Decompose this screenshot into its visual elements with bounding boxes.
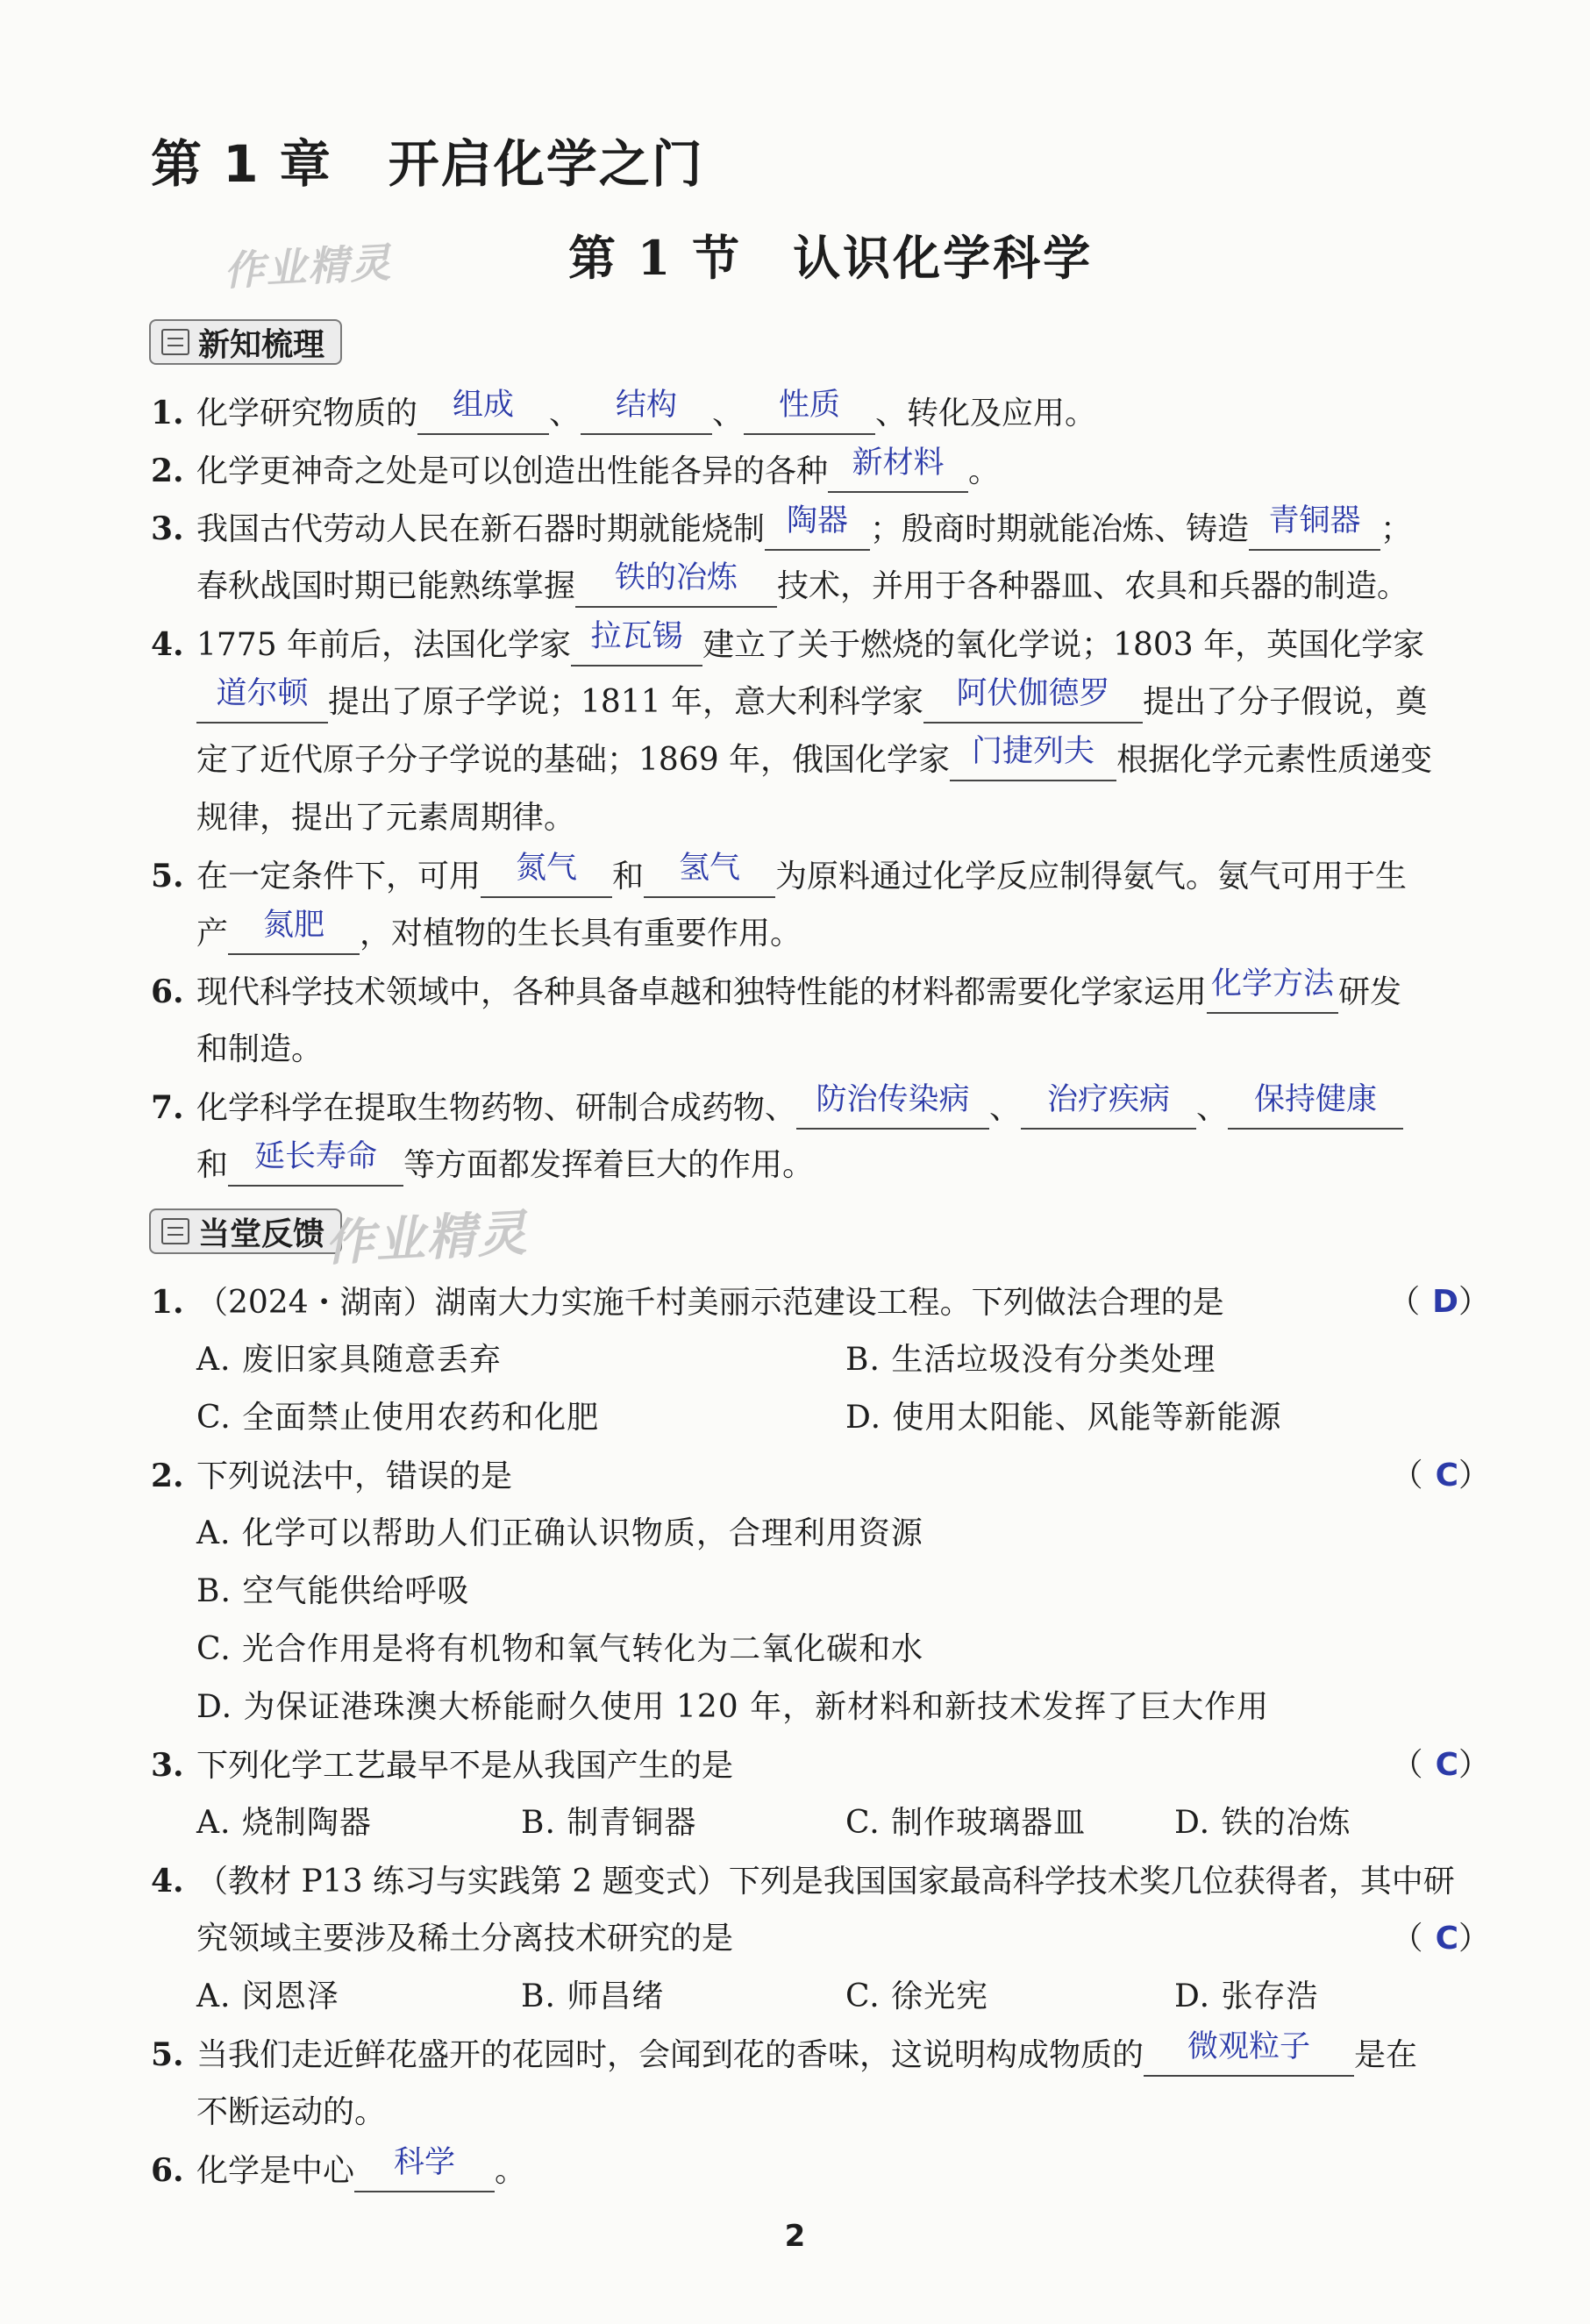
knowledge-q7 <box>151 1079 1502 1137</box>
answer-blank <box>481 851 612 898</box>
option-b: B. 生活垃圾没有分类处理 <box>845 1342 1216 1378</box>
answer-blank <box>417 388 549 435</box>
question-number: 2. <box>151 453 184 489</box>
feedback-q1-options-ab <box>151 1331 1502 1389</box>
answer-text: 性质 <box>779 388 841 423</box>
separator: 、 <box>712 396 745 431</box>
choice-answer: C <box>1435 1747 1458 1783</box>
feedback-q2-option-b: B. 空气能供给呼吸 <box>196 1573 470 1609</box>
question-text: 是在 <box>1354 2037 1418 2073</box>
question-text: 化学科学在提取生物药物、研制合成药物、 <box>196 1090 797 1126</box>
answer-text: 延长寿命 <box>254 1139 378 1174</box>
knowledge-q7-cont <box>151 1137 1502 1194</box>
question-text: 我国古代劳动人民在新石器时期就能烧制 <box>196 511 766 547</box>
paren-close: ） <box>1458 1284 1502 1320</box>
answer-blank <box>923 676 1143 724</box>
option-d: D. 使用太阳能、风能等新能源 <box>845 1400 1282 1436</box>
answer-text: 陶器 <box>787 503 849 538</box>
answer-paren <box>1392 1736 1502 1794</box>
separator: 、 <box>989 1090 1022 1126</box>
separator: 、 <box>1196 1090 1229 1126</box>
answer-text: 拉瓦锡 <box>590 619 683 654</box>
knowledge-q2 <box>151 442 1502 500</box>
question-stem: 下列说法中，错误的是 <box>196 1458 513 1494</box>
question-number: 3. <box>151 1747 184 1784</box>
paren-open: （ <box>1391 1921 1436 1957</box>
question-number: 3. <box>151 510 184 547</box>
knowledge-q5-cont <box>151 905 1502 963</box>
question-text: 现代科学技术领域中，各种具备卓越和独特性能的材料都需要化学家运用 <box>196 974 1208 1010</box>
question-text: 春秋战国时期已能熟练掌握 <box>196 568 576 604</box>
paren-close: ） <box>1458 1921 1502 1957</box>
feedback-q1-options-cd <box>151 1389 1502 1447</box>
option-a: A. 烧制陶器 <box>196 1805 372 1841</box>
answer-blank <box>1249 503 1380 551</box>
option-c: C. 全面禁止使用农药和化肥 <box>196 1400 600 1436</box>
question-stem: 究领域主要涉及稀土分离技术研究的是 <box>196 1921 734 1957</box>
question-text: 产 <box>196 916 229 952</box>
watermark-logo: 作业精灵 <box>323 1204 530 1273</box>
option-d: D. 张存浩 <box>1174 1978 1319 2014</box>
answer-text: 组成 <box>453 388 515 423</box>
feedback-q4 <box>151 1852 1502 1910</box>
answer-text: 氮肥 <box>263 908 325 943</box>
question-text: 和 <box>612 859 645 895</box>
question-text: 当我们走近鲜花盛开的花园时，会闻到花的香味，这说明构成物质的 <box>196 2037 1144 2073</box>
option-c: C. 制作玻璃器皿 <box>845 1805 1087 1841</box>
choice-answer: C <box>1435 1458 1458 1493</box>
question-number: 5. <box>151 858 184 895</box>
feedback-q2 <box>151 1447 1502 1505</box>
question-number: 1. <box>151 1284 184 1321</box>
question-text: 和 <box>196 1147 229 1183</box>
feedback-q2-option-a: A. 化学可以帮助人们正确认识物质，合理利用资源 <box>196 1515 923 1551</box>
watermark-logo: 作业精灵 <box>222 239 394 295</box>
knowledge-q3 <box>151 500 1502 558</box>
answer-blank <box>1228 1082 1403 1130</box>
feedback-q4-cont <box>151 1910 1502 1968</box>
paren-close: ） <box>1458 1747 1502 1783</box>
question-number: 2. <box>151 1458 184 1494</box>
answer-blank <box>581 388 712 435</box>
option-b: B. 制青铜器 <box>521 1805 697 1841</box>
answer-text: 化学方法 <box>1211 966 1335 1002</box>
question-text: ；殷商时期就能冶炼、铸造 <box>870 511 1250 547</box>
feedback-q1 <box>151 1273 1502 1331</box>
knowledge-q4-cont3 <box>151 789 1502 847</box>
answer-text: 氮气 <box>516 851 578 886</box>
question-text: 。 <box>968 453 1001 489</box>
answer-text: 阿伏伽德罗 <box>956 676 1110 711</box>
question-text: 提出了分子假说，奠 <box>1143 684 1428 720</box>
answer-blank <box>354 2145 495 2192</box>
option-b: B. 师昌绪 <box>521 1978 665 2014</box>
question-text: 研发 <box>1338 974 1402 1010</box>
feedback-q6 <box>151 2142 1502 2199</box>
answer-blank <box>196 676 328 724</box>
answer-text: 结构 <box>616 388 678 423</box>
new-knowledge-label: 新知梳理 <box>198 326 325 363</box>
section-heading <box>568 221 1093 289</box>
option-d: D. 铁的冶炼 <box>1174 1805 1351 1841</box>
answer-paren <box>1392 1447 1502 1505</box>
answer-text: 新材料 <box>852 446 945 481</box>
question-number: 4. <box>151 626 184 663</box>
feedback-list <box>151 1273 1502 2199</box>
knowledge-q6-cont <box>151 1021 1502 1079</box>
chapter-number: 第 1 章 <box>151 134 332 194</box>
feedback-label: 当堂反馈 <box>198 1215 325 1252</box>
question-text: ； <box>1380 511 1413 547</box>
answer-blank <box>950 734 1116 781</box>
question-text: 等方面都发挥着巨大的作用。 <box>403 1147 815 1183</box>
option-a: A. 闵恩泽 <box>196 1978 339 2014</box>
question-text: 。 <box>495 2153 527 2189</box>
answer-blank <box>828 446 968 493</box>
answer-blank <box>1021 1082 1196 1130</box>
question-text: 提出了原子学说；1811 年，意大利科学家 <box>328 684 924 720</box>
question-text: ，对植物的生长具有重要作用。 <box>360 916 802 952</box>
question-text: 化学是中心 <box>196 2153 355 2189</box>
answer-blank <box>744 388 875 435</box>
question-text: 建立了关于燃烧的氧化学说；1803 年，英国化学家 <box>702 627 1425 663</box>
answer-text: 科学 <box>394 2145 456 2180</box>
question-number: 1. <box>151 395 184 431</box>
question-number: 6. <box>151 2152 184 2189</box>
answer-text: 青铜器 <box>1268 503 1361 538</box>
answer-blank <box>228 1139 403 1187</box>
chapter-title: 开启化学之门 <box>388 134 704 194</box>
feedback-q3-options <box>151 1794 1502 1852</box>
question-stem: 下列化学工艺最早不是从我国产生的是 <box>196 1748 734 1784</box>
answer-text: 保持健康 <box>1254 1082 1378 1117</box>
question-stem: （教材 P13 练习与实践第 2 题变式）下列是我国国家最高科学技术奖几位获得者，其中研 <box>196 1864 1455 1900</box>
question-text: 化学研究物质的 <box>196 396 418 431</box>
separator: 、 <box>549 396 581 431</box>
feedback-q3 <box>151 1736 1502 1794</box>
answer-text: 道尔顿 <box>216 676 309 711</box>
pencil-note-icon <box>161 1218 189 1244</box>
answer-text: 铁的冶炼 <box>615 560 738 595</box>
answer-blank <box>1207 966 1338 1014</box>
paren-close: ） <box>1458 1458 1502 1493</box>
question-text: 化学更神奇之处是可以创造出性能各异的各种 <box>196 453 829 489</box>
answer-text: 微观粒子 <box>1187 2029 1311 2064</box>
knowledge-q4-cont1 <box>151 674 1502 731</box>
question-text: 和制造。 <box>196 1031 324 1067</box>
question-number: 6. <box>151 973 184 1010</box>
paren-open: （ <box>1388 1284 1433 1320</box>
answer-text: 氢气 <box>679 851 741 886</box>
choice-answer: D <box>1432 1284 1458 1320</box>
paren-open: （ <box>1391 1458 1436 1493</box>
paren-open: （ <box>1391 1747 1436 1783</box>
option-a: A. 废旧家具随意丢弃 <box>196 1342 502 1378</box>
answer-blank <box>575 560 777 608</box>
answer-paren <box>1392 1910 1502 1968</box>
knowledge-q6 <box>151 963 1502 1021</box>
answer-blank <box>765 503 870 551</box>
answer-paren <box>1388 1273 1502 1331</box>
page-number: 2 <box>784 2219 806 2254</box>
choice-answer: C <box>1435 1921 1458 1957</box>
answer-text: 门捷列夫 <box>972 734 1095 769</box>
knowledge-q4 <box>151 616 1502 674</box>
answer-text: 防治传染病 <box>816 1082 970 1117</box>
question-text: 技术，并用于各种器皿、农具和兵器的制造。 <box>777 568 1409 604</box>
knowledge-q1 <box>151 384 1502 442</box>
knowledge-q4-cont2 <box>151 731 1502 789</box>
chapter-heading <box>151 123 704 196</box>
question-text: 规律，提出了元素周期律。 <box>196 800 576 836</box>
feedback-q2-option-d: D. 为保证港珠澳大桥能耐久使用 120 年，新材料和新技术发挥了巨大作用 <box>196 1689 1270 1725</box>
feedback-q4-options <box>151 1968 1502 2026</box>
question-text: 根据化学元素性质递变 <box>1116 742 1433 778</box>
question-text: 在一定条件下，可用 <box>196 859 481 895</box>
feedback-tag <box>149 1208 342 1254</box>
question-number: 5. <box>151 2036 184 2073</box>
question-number: 4. <box>151 1863 184 1900</box>
section-number: 第 1 节 <box>568 230 743 286</box>
question-number: 7. <box>151 1089 184 1126</box>
question-text: 定了近代原子分子学说的基础；1869 年，俄国化学家 <box>196 742 951 778</box>
new-knowledge-tag <box>149 319 342 365</box>
knowledge-q3-cont <box>151 558 1502 616</box>
notebook-icon <box>161 329 189 355</box>
question-text: 1775 年前后，法国化学家 <box>196 627 572 663</box>
knowledge-list <box>151 384 1502 1194</box>
feedback-q5 <box>151 2026 1502 2084</box>
feedback-q5-cont <box>151 2084 1502 2142</box>
answer-blank <box>796 1082 989 1130</box>
section-title: 认识化学科学 <box>793 230 1094 286</box>
question-text: 不断运动的。 <box>196 2094 387 2130</box>
feedback-q2-option-c: C. 光合作用是将有机物和氧气转化为二氧化碳和水 <box>196 1631 924 1667</box>
question-text: 、转化及应用。 <box>875 396 1097 431</box>
question-text: 为原料通过化学反应制得氨气。氨气可用于生 <box>775 859 1408 895</box>
answer-blank <box>228 908 360 955</box>
answer-blank <box>644 851 775 898</box>
question-stem: （2024・湖南）湖南大力实施千村美丽示范建设工程。下列做法合理的是 <box>196 1285 1224 1321</box>
option-c: C. 徐光宪 <box>845 1978 989 2014</box>
answer-blank <box>1144 2029 1354 2077</box>
answer-text: 治疗疾病 <box>1047 1082 1171 1117</box>
answer-blank <box>571 619 702 667</box>
knowledge-q5 <box>151 847 1502 905</box>
